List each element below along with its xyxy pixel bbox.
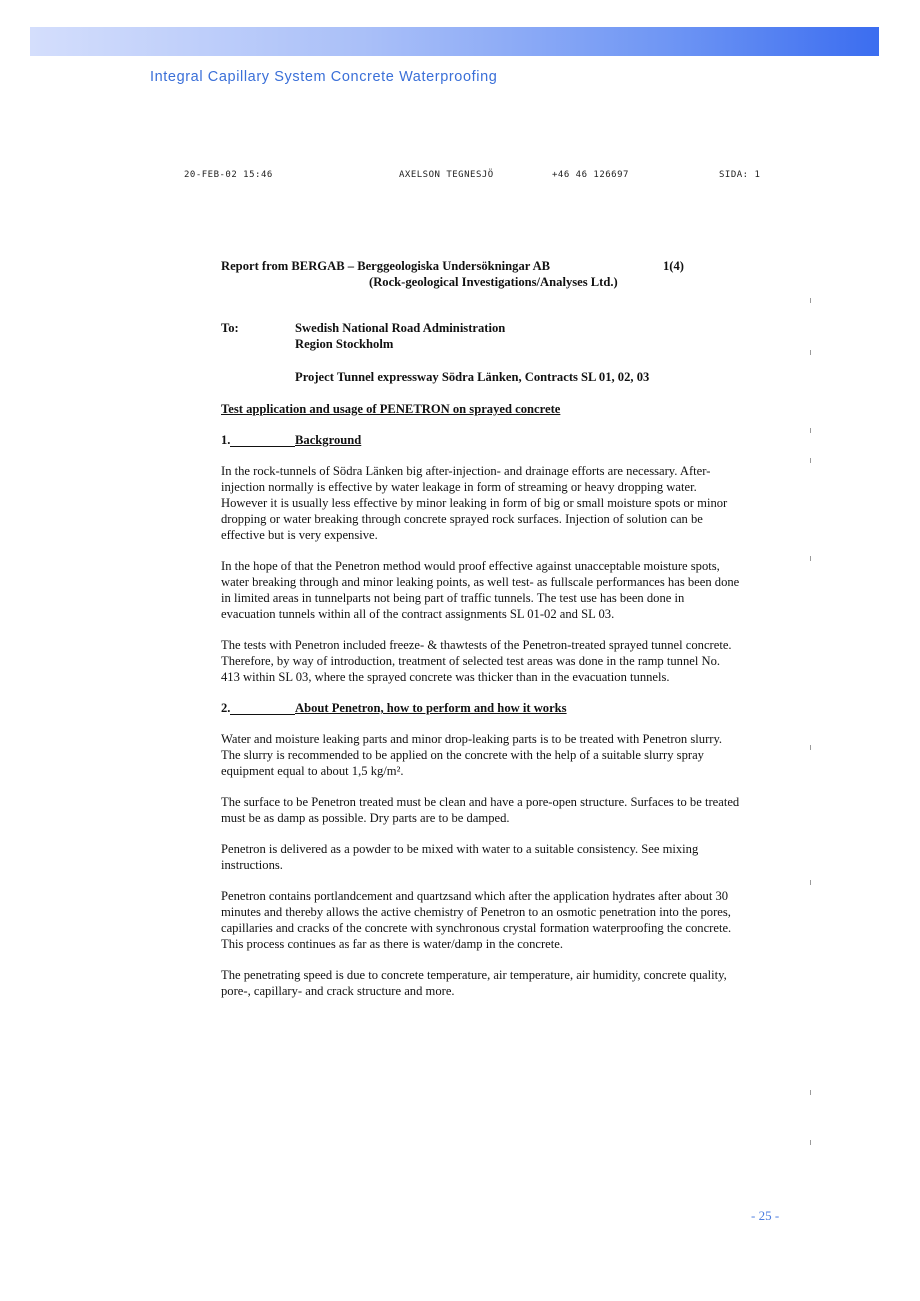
scan-artifact [810,556,811,561]
fax-date: 20-FEB-02 15:46 [184,170,273,180]
scan-artifact [810,1090,811,1095]
fax-phone: +46 46 126697 [552,170,629,180]
fax-page: SIDA: 1 [719,170,761,180]
page-number: - 25 - [751,1208,780,1223]
scan-artifact [810,298,811,303]
scan-artifact [810,350,811,355]
project-line: Project Tunnel expressway Södra Länken, Contracts SL 01, 02, 03 [295,370,650,384]
section-heading-1 [221,432,741,448]
paragraph: The tests with Penetron included freeze- & thawtests of the Penetron-treated sprayed tunnel concrete. Therefore, by way of introduction, treatment of selected test areas was done in the ramp tunnel No. 413 within SL 03, where the sprayed concrete was thicker than in the evacuation tunnels. [221,638,732,684]
recipient-block [221,320,741,352]
report-document [221,258,741,999]
report-from-line [221,258,741,274]
scan-artifact [810,745,811,750]
paragraph: Penetron is delivered as a powder to be mixed with water to a suitable consistency. See mixing instructions. [221,842,699,872]
recipient-region: Region Stockholm [295,337,394,351]
recipient-name: Swedish National Road Administration [295,321,506,335]
page-header-title: Integral Capillary System Concrete Waterproofing [150,69,498,85]
recipient-lines [295,320,505,352]
paragraph: In the rock-tunnels of Södra Länken big after-injection- and drainage efforts are necessary. After-injection normally is effective by water leakage in form of streaming or heavy dropping water. However it is usually less effective by minor leaking in form of big or small moisture spots or minor dropping or water breaking through concrete sprayed rock surfaces. Injection of solution can be effective but is very expensive. [221,464,728,542]
scan-artifact [810,428,811,433]
scan-artifact [810,880,811,885]
scan-artifact [810,458,811,463]
section-title: About Penetron, how to perform and how it works [295,701,567,715]
section-number: 2. [221,700,295,715]
header-banner [30,27,879,56]
paragraph: The penetrating speed is due to concrete temperature, air temperature, air humidity, concrete quality, pore-, capillary- and crack structure and more. [221,968,727,998]
scan-artifact [810,1140,811,1145]
paragraph: In the hope of that the Penetron method would proof effective against unacceptable moisture spots, water breaking through and minor leaking points, as well test- as fullscale performances has been done in limited areas in tunnelparts not being part of traffic tunnels. The test use has been done in evacuation tunnels within all of the contract assignments SL 01-02 and SL 03. [221,559,740,621]
to-label: To: [221,321,239,335]
report-title: Test application and usage of PENETRON on sprayed concrete [221,402,561,416]
report-page-count: 1(4) [663,259,684,273]
section-number: 1. [221,432,295,447]
fax-sender: AXELSON TEGNESJÖ [399,170,494,180]
report-from: Report from BERGAB – Berggeologiska Undersökningar AB [221,259,551,273]
paragraph: Penetron contains portlandcement and quartzsand which after the application hydrates after about 30 minutes and thereby allows the active chemistry of Penetron to an osmotic penetration into the pores, capillaries and cracks of the concrete with synchronous crystal formation waterproofing the concrete. This process continues as far as there is water/damp in the concrete. [221,889,732,951]
section-heading-2 [221,700,741,716]
section-title: Background [295,433,362,447]
paragraph: Water and moisture leaking parts and minor drop-leaking parts is to be treated with Penetron slurry. The slurry is recommended to be applied on the concrete with the help of a suitable slurry spray equipment equal to about 1,5 kg/m². [221,732,723,778]
paragraph: The surface to be Penetron treated must be clean and have a pore-open structure. Surfaces to be treated must be as damp as possible. Dry parts are to be damped. [221,795,740,825]
report-subtitle: (Rock-geological Investigations/Analyses Ltd.) [369,275,618,289]
